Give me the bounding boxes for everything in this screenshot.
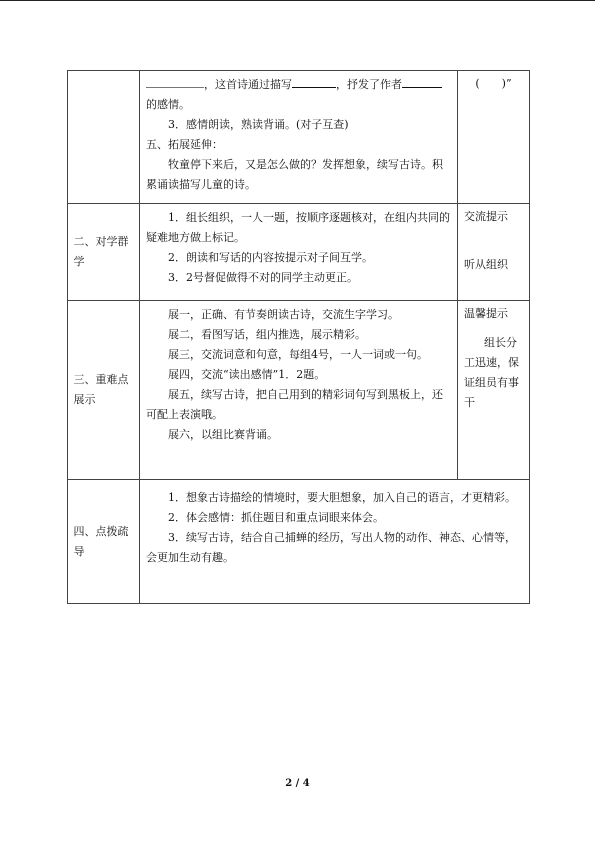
answer-blank[interactable] bbox=[146, 75, 204, 88]
row-label-empty bbox=[68, 71, 140, 204]
table-row-continuation bbox=[68, 71, 530, 204]
row-content bbox=[140, 204, 458, 301]
page-top-rule bbox=[0, 0, 595, 1]
step-3-text: 3．感情朗读，熟读背诵。(对子互查) bbox=[168, 118, 349, 131]
extension-text: 牧童停下来后，又是怎么做的？发挥想象，续写古诗。积累诵读描写儿童的诗。 bbox=[146, 158, 443, 191]
side-note bbox=[458, 301, 530, 480]
row-label: 四、点拨疏导 bbox=[68, 480, 140, 604]
table-row-group-study bbox=[68, 204, 530, 301]
row-label: 二、对学群学 bbox=[68, 204, 140, 301]
fill-in-sentence: ，这首诗通过描写 ，抒发了作者 bbox=[146, 75, 451, 95]
paragraph: 展六，以组比赛背诵。 bbox=[168, 428, 278, 441]
section-5-heading: 五、拓展延伸： bbox=[146, 138, 223, 151]
side-note-text: ( )” bbox=[475, 77, 512, 90]
sentence-tail: 的感情。 bbox=[146, 98, 190, 111]
row-content bbox=[140, 71, 458, 204]
row-content bbox=[140, 480, 530, 604]
table-row-guidance bbox=[68, 480, 530, 604]
row-content bbox=[140, 301, 458, 480]
paragraph: 展二，看图写话，组内推选，展示精彩。 bbox=[168, 328, 366, 341]
lesson-plan-table bbox=[67, 70, 530, 604]
paragraph: 1．组长组织，一人一题，按顺序逐题核对，在组内共同的疑难地方做上标记。 bbox=[146, 211, 450, 244]
paragraph: 展五，续写古诗，把自己用到的精彩词句写到黑板上，还可配上表演哦。 bbox=[146, 388, 443, 421]
paragraph: 3．续写古诗，结合自己捕蝉的经历，写出人物的动作、神态、心情等，会更加生动有趣。 bbox=[146, 531, 516, 564]
table-row-presentation bbox=[68, 301, 530, 480]
side-note-text: 组长分工迅速，保证组员有事干 bbox=[464, 336, 519, 409]
row-label: 三、重难点展示 bbox=[68, 301, 140, 480]
side-note bbox=[458, 71, 530, 204]
paragraph: 展三，交流词意和句意，每组4号，一人一词或一句。 bbox=[168, 348, 428, 361]
side-note-title: 温馨提示 bbox=[464, 307, 508, 320]
side-note bbox=[458, 204, 530, 301]
paragraph: 2．朗读和写话的内容按提示对子间互学。 bbox=[168, 251, 373, 264]
answer-blank[interactable] bbox=[292, 75, 336, 88]
paragraph: 1．想象古诗描绘的情境时，要大胆想象，加入自己的语言，才更精彩。 bbox=[168, 491, 516, 504]
paragraph: 3．2号督促做得不对的同学主动更正。 bbox=[168, 271, 358, 284]
paragraph: 展四，交流“读出感情”1．2题。 bbox=[168, 368, 326, 381]
paragraph: 2．体会感情：抓住题目和重点词眼来体会。 bbox=[168, 511, 384, 524]
side-note-text: 听从组织 bbox=[464, 258, 508, 271]
side-note-title: 交流提示 bbox=[464, 210, 508, 223]
page-number: 2 / 4 bbox=[285, 778, 310, 789]
answer-blank[interactable] bbox=[402, 75, 442, 88]
paragraph: 展一，正确、有节奏朗读古诗，交流生字学习。 bbox=[168, 308, 399, 321]
